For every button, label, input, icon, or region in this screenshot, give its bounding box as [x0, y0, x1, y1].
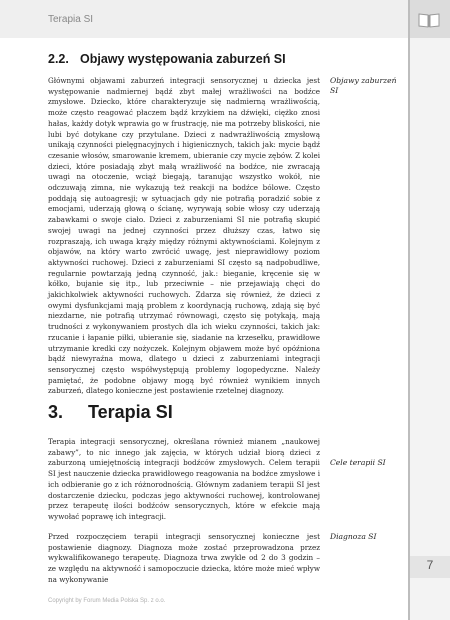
section-number: 2.2. — [48, 52, 69, 66]
copyright-footer: Copyright by Forum Media Polska Sp. z o.o. — [48, 598, 166, 604]
margin-note-diagnosis: Diagnoza SI — [330, 532, 377, 541]
running-header-title: Terapia SI — [48, 14, 94, 25]
chapter-number: 3. — [48, 402, 64, 422]
margin-note-symptoms: Objawy zaburzeń SI — [330, 76, 397, 95]
page-number: 7 — [426, 558, 434, 572]
chapter-title: Terapia SI — [88, 402, 173, 422]
right-side-band — [410, 38, 450, 620]
body-paragraph-therapy-goals: Terapia integracji sensorycznej, określana również mianem „naukowej zabawy”, to nic innego jak zajęcia, w których udział biorą dzieci z zaburzoną umiejętnością integracji bodźców zmysłowych. Celem terapii SI jest nauczenie dziecka prawidłowego reagowania na bodźce zmysłowe i ich odbieranie go z ich różnorodnością. Głównym zadaniem terapii SI jest dostarczenie dziecku, podczas jego aktywności ruchowej, kontrolowanej przez terapeutę ilości bodźców sensorycznych, które w efekcie mają wywołać poprawę ich integracji. — [48, 437, 320, 521]
chapter-heading-3 — [48, 402, 173, 423]
body-paragraph-diagnosis: Przed rozpoczęciem terapii integracji sensorycznej konieczne jest postawienie diagnozy. Diagnoza może zostać przeprowadzona przez wykwalifikowanego terapeutę. Diagnoza trwa zwykle od 2 do 3 godzin – ze względu na aktywność i samopoczucie dziecka, które może mieć wpływ na wykonywanie — [48, 532, 320, 584]
body-paragraph-symptoms: Głównymi objawami zaburzeń integracji sensorycznej u dziecka jest występowanie nadmiernej bądź zbyt małej wrażliwości na bodźce zmysłowe. Dziecko, które charakteryzuje się nadmierną wrażliwością, może często reagować płaczem bądź krzykiem na dźwięki, ciężko znosi hałas, każdy dotyk wprawia go w frustrację, nie ma potrzeby bliskości, nie lubi być dotykane czy przytulane. Dzieci z nadwrażliwością zmysłową unikają czynności pielęgnacyjnych i higienicznych, takich jak: mycie bądź czesanie włosów, smarowanie kremem, ubieranie czy mycie zębów. Z kolei dzieci, które posiadają zbyt małą wrażliwość na bodźce, nie zwracają uwagi na otoczenie, wciąż biegają, taranując wszystko wokół, nie odczuwają zimna, nie wykazują też reakcji na bodźce bólowe. Często poddają się autoagresji; w sytuacjach gdy nie potrafią poradzić sobie z emocjami, uderzają głową o ścianę, wyrywają sobie włosy czy uderzają zabawkami o swoje ciało. Dzieci z zaburzeniami SI nie potrafią skupić swojej uwagi na jednej czynności przez dłuższy czas, łatwo się rozpraszają, ich uwaga krąży między różnymi aktywnościami. Kolejnym z objawów, na który warto zwrócić uwagę, jest nieprawidłowy poziom aktywności ruchowej. Dzieci z zaburzeniami SI często są nadpobudliwe, regularnie powtarzają jedną czynność, jak.: bieganie, kręcenie się w kółko, bujanie się itp., lub przeciwnie – nie przejawiają chęci do jakichkolwiek aktywności ruchowych. Zdarza się również, że dzieci z owymi dysfunkcjami mają problem z koordynacją ruchową, zdają się być niezdarne, nie potrafią utrzymać równowagi, często się potykają, mają trudności z wykonywaniem prostych dla ich wieku czynności, takich jak: rzucanie i łapanie piłki, ubieranie się, siadanie na krzesełku, prawidłowe utrzymanie kredki czy nożyczek. Kolejnym objawem może być opóźniona bądź niewyraźna mowa, dlatego u dzieci z zaburzeniami integracji sensorycznej często współwystępują problemy logopedyczne. Należy pamiętać, że podobne objawy mogą być również wynikiem innych zaburzeń, dlatego konieczne jest postawienie rzetelnej diagnozy. — [48, 76, 320, 396]
book-icon — [418, 12, 440, 28]
section-title: Objawy występowania zaburzeń SI — [80, 52, 286, 66]
section-heading-2-2 — [48, 52, 286, 66]
margin-note-therapy-goals: Cele terapii SI — [330, 458, 386, 467]
